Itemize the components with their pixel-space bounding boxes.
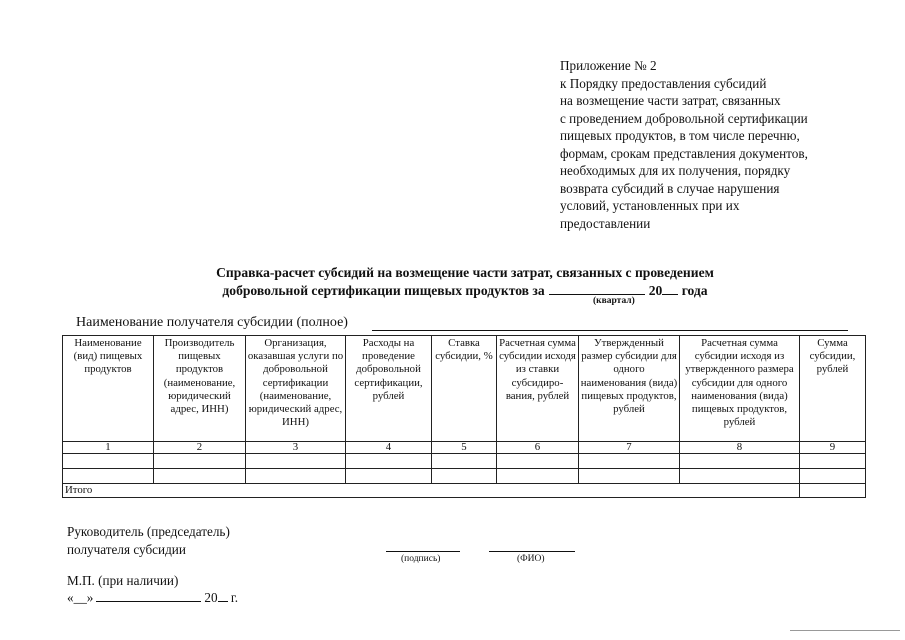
- table-cell[interactable]: [680, 454, 800, 469]
- column-header: Расчетная сумма субсидии исходя из утвержденного размера субсидии для одного наименования (вида) пищевых продуктов, рублей: [680, 336, 800, 442]
- column-header: Ставка субсидии, %: [432, 336, 497, 442]
- column-number: 1: [63, 442, 154, 454]
- full-name-caption: (ФИО): [517, 554, 545, 564]
- table-row: [63, 469, 866, 484]
- table-cell[interactable]: [246, 454, 346, 469]
- appendix-line: с проведением добровольной сертификации: [560, 110, 808, 126]
- recipient-name-field[interactable]: [372, 330, 848, 331]
- title-line-2-text: добровольной сертификации пищевых продуктов за: [222, 283, 545, 298]
- appendix-line: пищевых продуктов, в том числе перечню,: [560, 128, 800, 143]
- title-year-word: года: [681, 283, 708, 298]
- date-line: [67, 589, 238, 607]
- stamp-label: М.П. (при наличии): [67, 573, 179, 588]
- recipient-label: Наименование получателя субсидии (полное): [76, 315, 348, 330]
- year-blank[interactable]: [662, 282, 678, 295]
- quarter-caption: (квартал): [593, 296, 635, 306]
- manager-line-2: получателя субсидии: [67, 542, 186, 557]
- table-cell[interactable]: [432, 469, 497, 484]
- table-header-row: [63, 336, 866, 442]
- column-number: 3: [246, 442, 346, 454]
- appendix-line: необходимых для их получения, порядку: [560, 163, 791, 178]
- column-number: 4: [346, 442, 432, 454]
- column-header: Расчетная сумма субсидии исходя из ставки субсидиро-вания, рублей: [497, 336, 579, 442]
- table-row: [63, 454, 866, 469]
- table-cell[interactable]: [432, 454, 497, 469]
- table-cell[interactable]: [800, 454, 866, 469]
- table-cell[interactable]: [63, 469, 154, 484]
- column-number: 7: [579, 442, 680, 454]
- date-month-field[interactable]: [96, 589, 201, 602]
- manager-block: [67, 523, 230, 559]
- column-number: 5: [432, 442, 497, 454]
- appendix-line: условий, установленных при их: [560, 198, 740, 213]
- table-cell[interactable]: [497, 454, 579, 469]
- table-cell[interactable]: [800, 469, 866, 484]
- table-cell[interactable]: [579, 454, 680, 469]
- column-number: 6: [497, 442, 579, 454]
- appendix-line: на возмещение части затрат, связанных: [560, 93, 781, 108]
- column-number: 8: [680, 442, 800, 454]
- table-cell[interactable]: [154, 469, 246, 484]
- column-number: 2: [154, 442, 246, 454]
- total-row: [63, 484, 866, 498]
- column-header: Организация, оказавшая услуги по добровольной сертификации (наименование, юридический адрес, ИНН): [246, 336, 346, 442]
- column-header: Производитель пищевых продуктов (наименование, юридический адрес, ИНН): [154, 336, 246, 442]
- table-cell[interactable]: [346, 454, 432, 469]
- title-line-1: Справка-расчет субсидий на возмещение части затрат, связанных с проведением: [216, 265, 714, 280]
- column-header: Наименование (вид) пищевых продуктов: [63, 336, 154, 442]
- appendix-line: предоставлении: [560, 215, 651, 231]
- scan-edge-mark: [790, 630, 900, 631]
- appendix-line: формам, срокам представления документов,: [560, 145, 808, 161]
- signature-caption: (подпись): [401, 554, 441, 564]
- appendix-line: возврата субсидий в случае нарушения: [560, 180, 780, 196]
- quarter-blank[interactable]: [549, 282, 645, 295]
- table-cell[interactable]: [154, 454, 246, 469]
- total-value-cell[interactable]: [800, 484, 866, 498]
- full-name-field[interactable]: [489, 551, 575, 552]
- appendix-line: Приложение № 2: [560, 58, 657, 73]
- date-suffix: г.: [230, 590, 239, 605]
- column-number: 9: [800, 442, 866, 454]
- table-cell[interactable]: [680, 469, 800, 484]
- table-cell[interactable]: [346, 469, 432, 484]
- column-header: Сумма субсидии, рублей: [800, 336, 866, 442]
- column-number-row: [63, 442, 866, 454]
- date-year-field[interactable]: [218, 589, 228, 602]
- total-spacer: [154, 484, 800, 498]
- table-cell[interactable]: [579, 469, 680, 484]
- document-title: [140, 264, 790, 300]
- signature-field[interactable]: [386, 551, 460, 552]
- table-cell[interactable]: [246, 469, 346, 484]
- manager-line-1: Руководитель (председатель): [67, 524, 230, 539]
- title-line-2: [140, 282, 790, 300]
- date-day: «__»: [67, 590, 94, 605]
- table-cell[interactable]: [63, 454, 154, 469]
- appendix-line: к Порядку предоставления субсидий: [560, 75, 767, 91]
- column-header: Расходы на проведение добровольной сертификации, рублей: [346, 336, 432, 442]
- appendix-block: [560, 57, 808, 232]
- subsidy-calculation-table: [62, 335, 866, 498]
- date-year-prefix: 20: [204, 590, 218, 605]
- table-cell[interactable]: [497, 469, 579, 484]
- total-label: Итого: [63, 484, 154, 498]
- title-year-prefix: 20: [648, 283, 663, 298]
- column-header: Утвержденный размер субсидии для одного наименования (вида) пищевых продуктов, рублей: [579, 336, 680, 442]
